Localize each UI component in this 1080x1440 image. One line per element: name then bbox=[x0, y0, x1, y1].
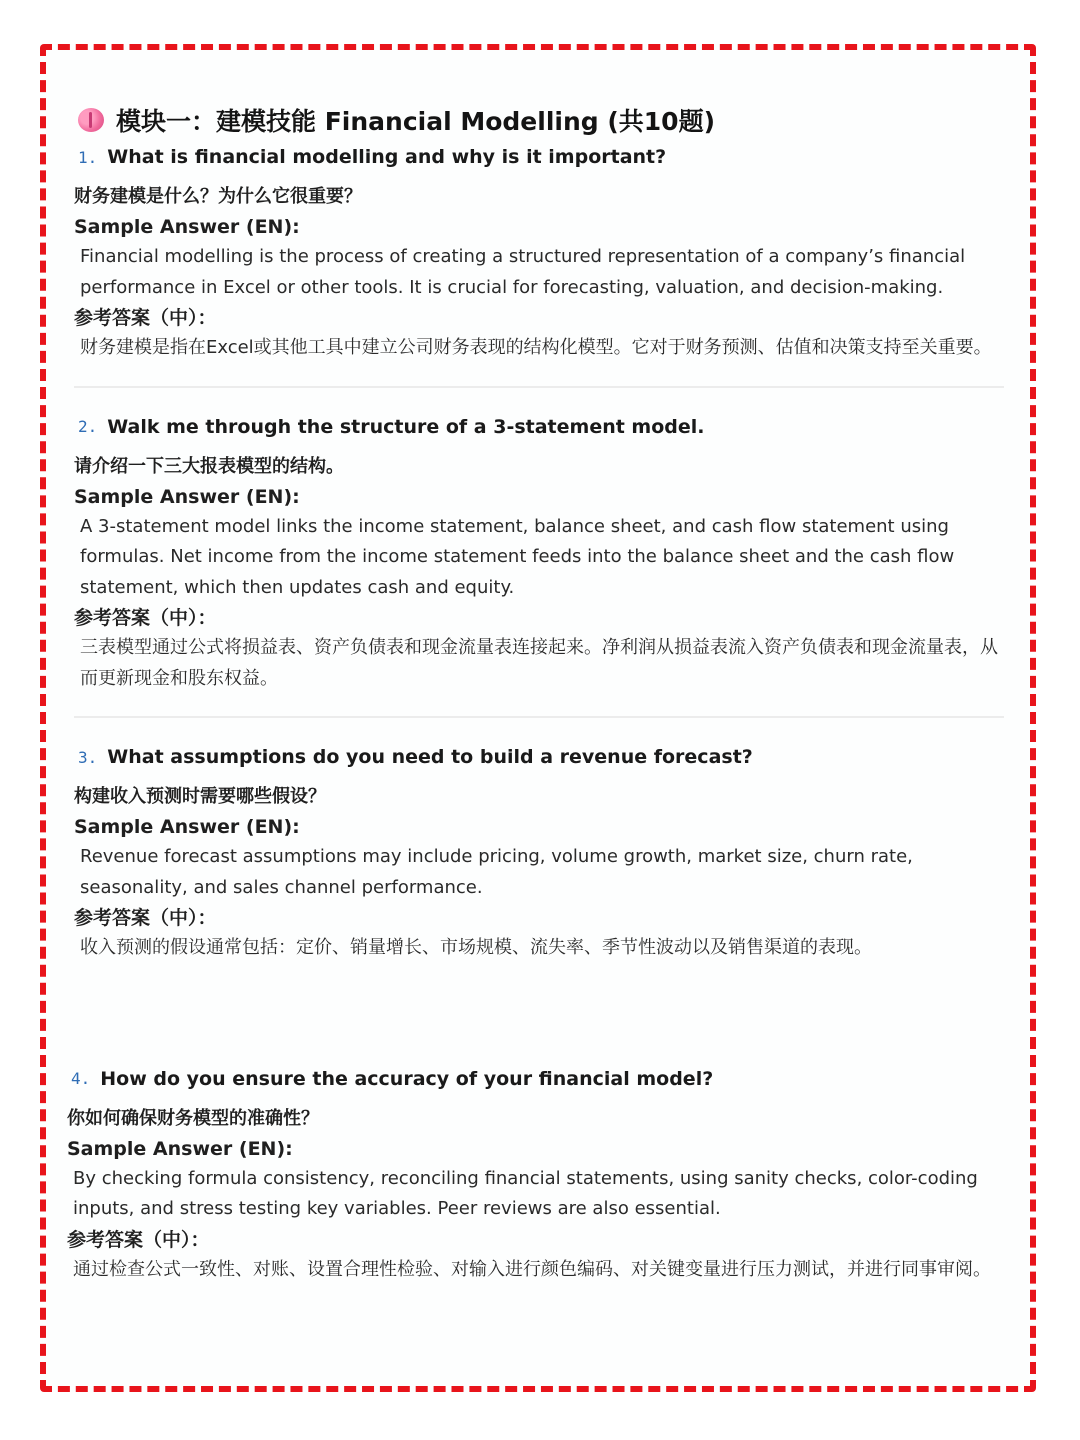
divider bbox=[74, 716, 1004, 718]
question-number: 3. bbox=[78, 747, 98, 767]
answer-en: A 3-statement model links the income statement, balance sheet, and cash flow statement using formulas. Net income from the income statement feeds into the balance sheet and the cash flow statement, which then updates cash and equity. bbox=[80, 515, 955, 598]
answer-cn: 财务建模是指在Excel或其他工具中建立公司财务表现的结构化模型。它对于财务预测、估值和决策支持至关重要。 bbox=[80, 337, 992, 358]
question-en-text: What assumptions do you need to build a revenue forecast? bbox=[107, 746, 753, 768]
sample-answer-label: Sample Answer (EN): bbox=[67, 1137, 293, 1160]
question-en bbox=[71, 1064, 1016, 1094]
answer-en: By checking formula consistency, reconciling financial statements, using sanity checks, color-coding inputs, and stress testing key variables. Peer reviews are also essential. bbox=[73, 1167, 978, 1219]
cn-answer-label: 参考答案（中）： bbox=[67, 1228, 210, 1251]
cn-answer-label: 参考答案（中）： bbox=[74, 907, 217, 929]
cn-answer-label: 参考答案（中）： bbox=[74, 307, 217, 329]
question-number: 1. bbox=[78, 147, 98, 167]
answer-en: Financial modelling is the process of creating a structured representation of a company’s financial performance in Excel or other tools. It is crucial for forecasting, valuation, and decision-making. bbox=[80, 246, 966, 298]
question-number: 2. bbox=[78, 417, 98, 436]
cn-answer-label: 参考答案（中）： bbox=[74, 607, 217, 629]
sample-answer-label: Sample Answer (EN): bbox=[74, 216, 300, 238]
question-block-1 bbox=[74, 142, 1016, 364]
dashed-border-frame bbox=[40, 44, 1036, 1392]
question-en-text: Walk me through the structure of a 3-statement model. bbox=[107, 415, 705, 438]
question-cn: 请介绍一下三大报表模型的结构。 bbox=[74, 455, 344, 477]
question-en bbox=[78, 412, 1016, 442]
question-block-2 bbox=[74, 412, 1016, 695]
question-cn: 你如何确保财务模型的准确性？ bbox=[67, 1107, 319, 1129]
answer-cn: 收入预测的假设通常包括：定价、销量增长、市场规模、流失率、季节性波动以及销售渠道的表现。 bbox=[80, 937, 872, 958]
question-en-text: How do you ensure the accuracy of your financial model? bbox=[100, 1067, 714, 1090]
answer-cn: 通过检查公式一致性、对账、设置合理性检验、对输入进行颜色编码、对关键变量进行压力测试，并进行同事审阅。 bbox=[73, 1258, 991, 1280]
question-cn: 构建收入预测时需要哪些假设？ bbox=[74, 786, 326, 807]
question-en bbox=[78, 742, 1016, 772]
sample-answer-label: Sample Answer (EN): bbox=[74, 816, 300, 838]
sample-answer-label: Sample Answer (EN): bbox=[74, 485, 300, 508]
question-block-3 bbox=[74, 742, 1016, 964]
brain-icon bbox=[78, 108, 104, 132]
question-cn: 财务建模是什么？为什么它很重要？ bbox=[74, 186, 362, 207]
document-content bbox=[67, 100, 1016, 1285]
page-title bbox=[78, 100, 1016, 140]
divider bbox=[74, 386, 1004, 388]
page-title-text: 模块一：建模技能 Financial Modelling (共10题) bbox=[116, 107, 715, 136]
question-en bbox=[78, 142, 1016, 172]
answer-cn: 三表模型通过公式将损益表、资产负债表和现金流量表连接起来。净利润从损益表流入资产负债表和现金流量表，从而更新现金和股东权益。 bbox=[80, 637, 998, 689]
question-en-text: What is financial modelling and why is it important? bbox=[107, 146, 667, 168]
answer-en: Revenue forecast assumptions may include pricing, volume growth, market size, churn rate, seasonality, and sales channel performance. bbox=[80, 846, 913, 898]
question-number: 4. bbox=[71, 1069, 91, 1088]
question-block-4 bbox=[67, 1064, 1016, 1286]
